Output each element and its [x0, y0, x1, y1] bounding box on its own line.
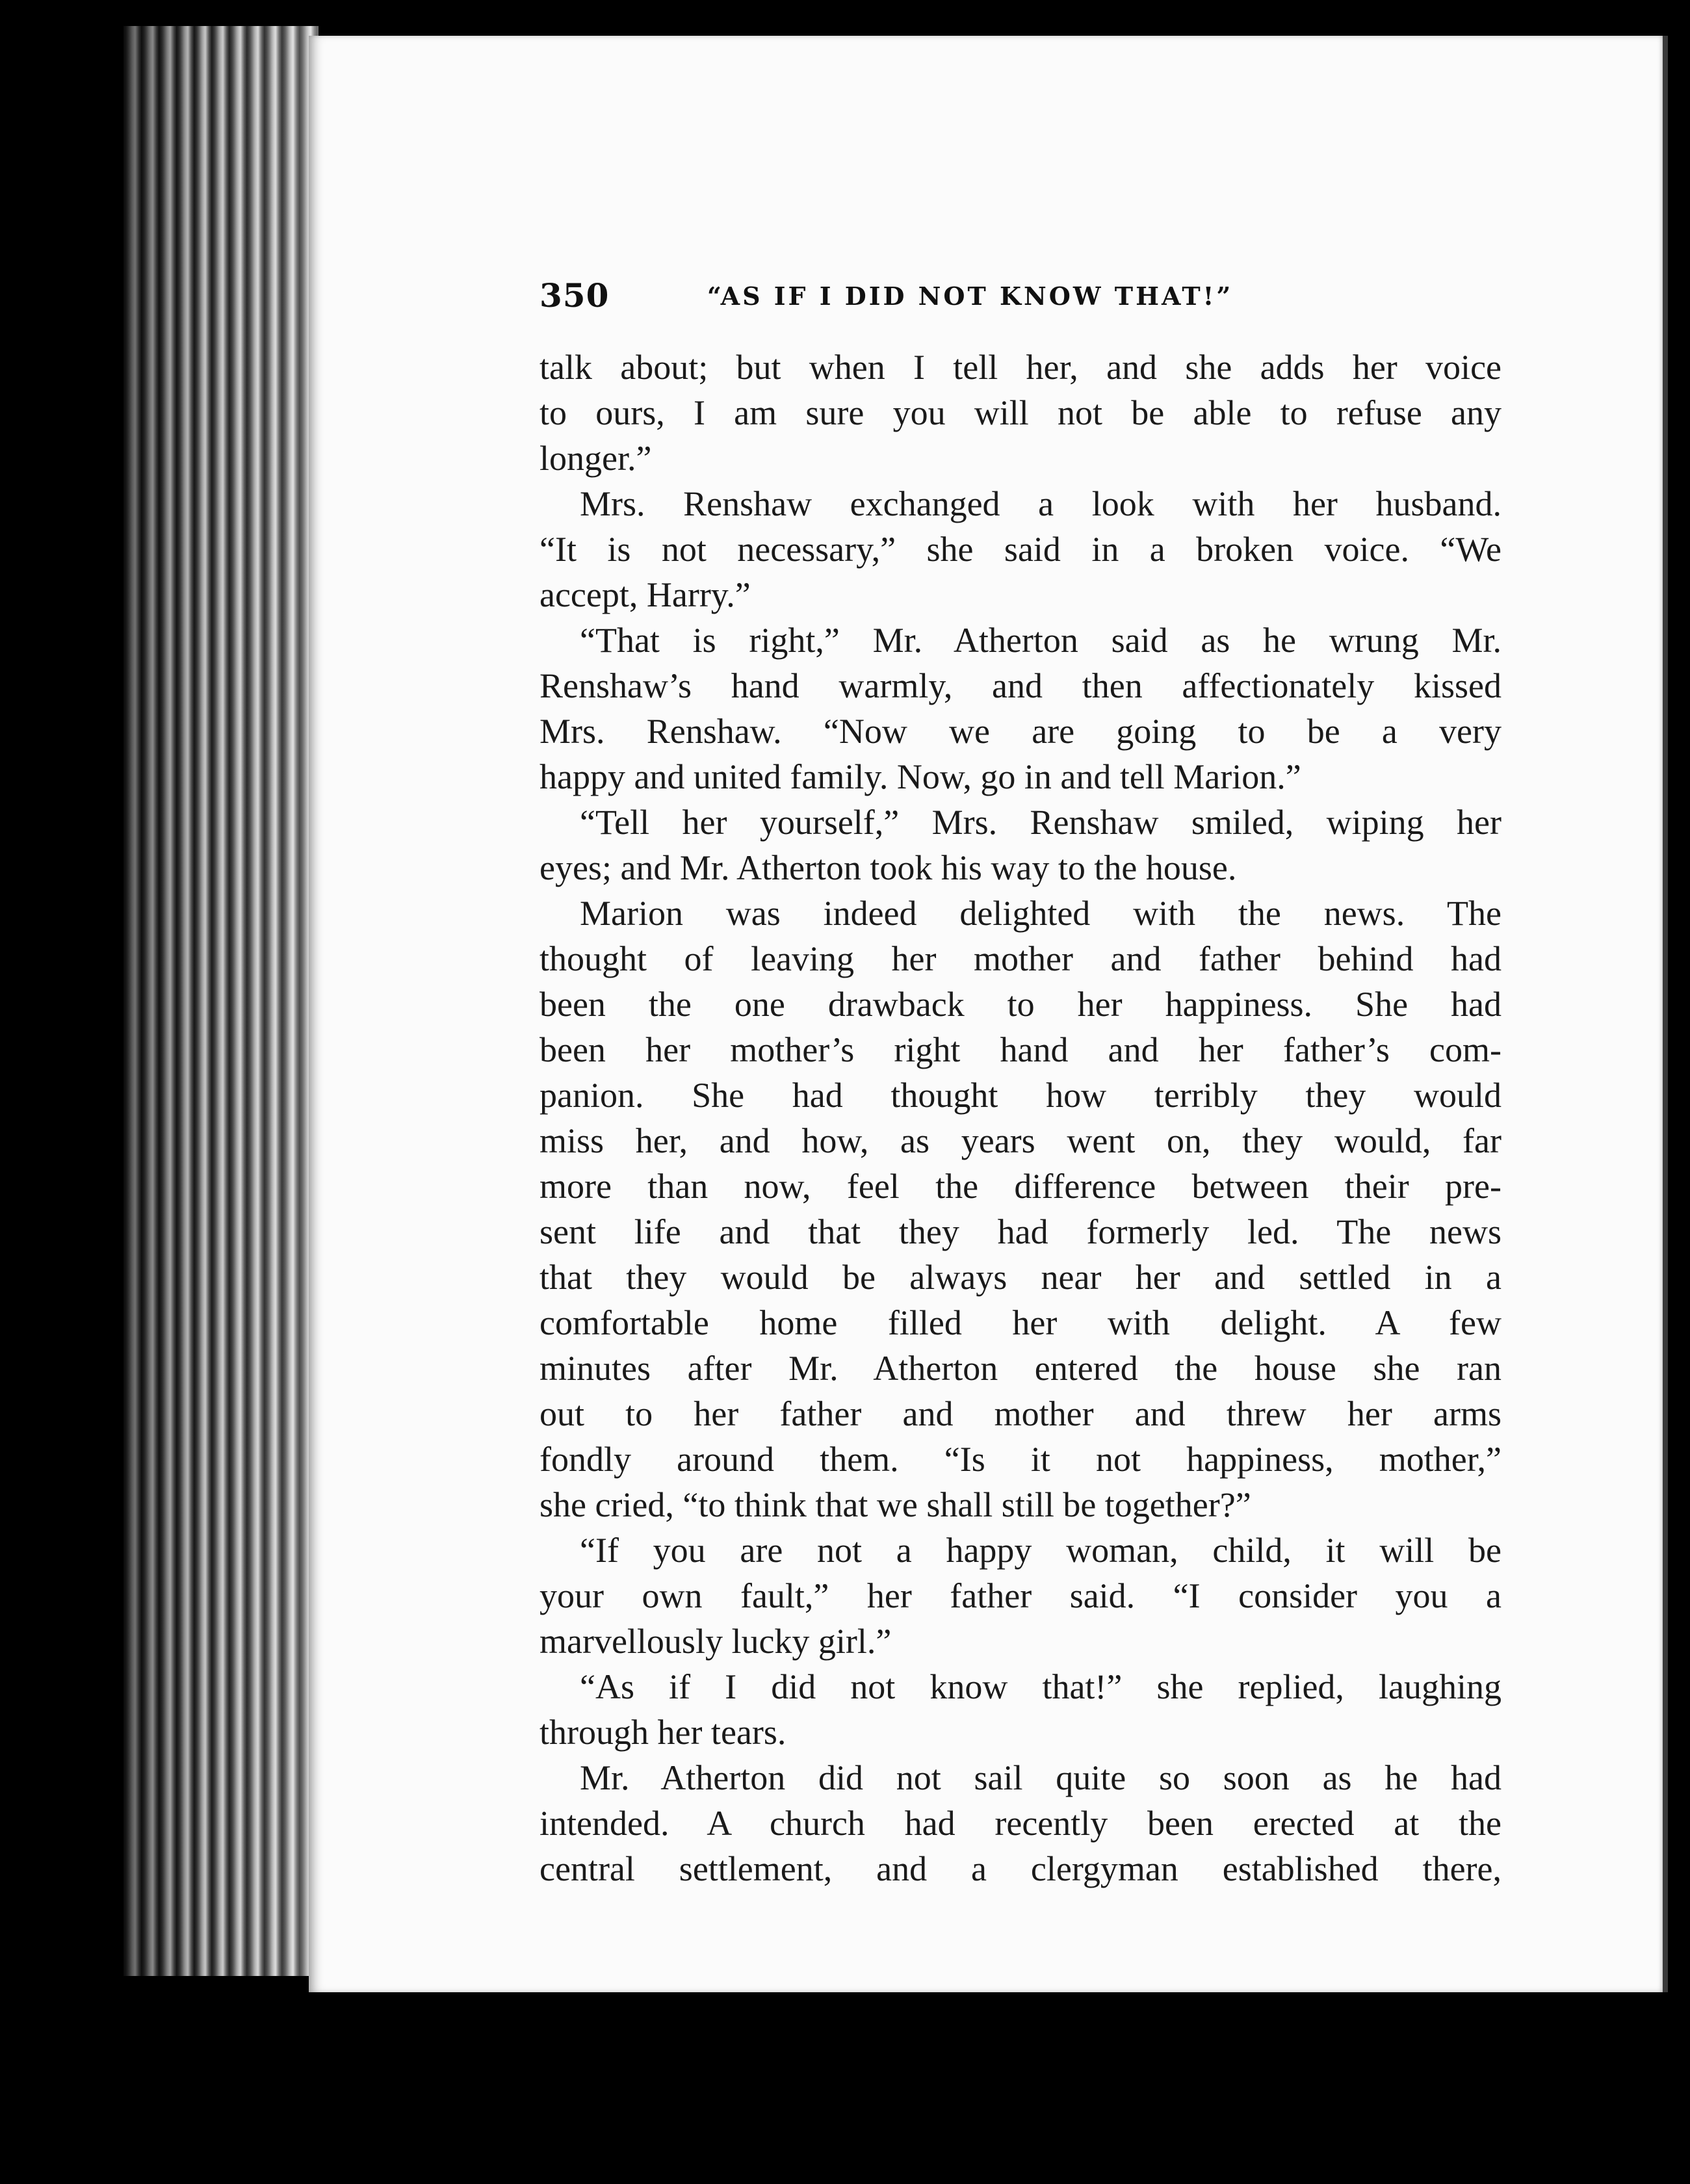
- text-line: comfortable home filled her with delight. A few: [540, 1303, 1502, 1342]
- text-line: marvellously lucky girl.”: [540, 1622, 892, 1661]
- text-line: miss her, and how, as years went on, they would, far: [540, 1121, 1502, 1160]
- text-line: “It is not necessary,” she said in a broken voice. “We: [540, 530, 1502, 569]
- text-line: intended. A church had recently been erected at the: [540, 1804, 1502, 1843]
- text-line: Mrs. Renshaw. “Now we are going to be a very: [540, 712, 1502, 751]
- text-line: minutes after Mr. Atherton entered the house she ran: [540, 1349, 1502, 1388]
- text-line: more than now, feel the difference between their pre-: [540, 1167, 1502, 1206]
- text-line: “That is right,” Mr. Atherton said as he wrung Mr.: [580, 621, 1502, 660]
- text-line: to ours, I am sure you will not be able to refuse any: [540, 393, 1502, 432]
- text-line: fondly around them. “Is it not happiness, mother,”: [540, 1440, 1502, 1479]
- text-line: talk about; but when I tell her, and she adds her voice: [540, 348, 1502, 387]
- book-edge-shading: [124, 26, 318, 1976]
- text-line: central settlement, and a clergyman established there,: [540, 1849, 1502, 1888]
- text-line: been the one drawback to her happiness. She had: [540, 985, 1502, 1024]
- page-right-edge: [1663, 36, 1668, 1992]
- text-line: that they would be always near her and settled in a: [540, 1258, 1502, 1297]
- text-line: “If you are not a happy woman, child, it will be: [580, 1531, 1502, 1570]
- text-line: Mrs. Renshaw exchanged a look with her husband.: [580, 484, 1502, 523]
- text-line: longer.”: [540, 439, 652, 478]
- text-line: “Tell her yourself,” Mrs. Renshaw smiled, wiping her: [580, 803, 1502, 842]
- text-line: accept, Harry.”: [540, 575, 751, 614]
- text-line: sent life and that they had formerly led. The news: [540, 1212, 1502, 1251]
- text-line: “As if I did not know that!” she replied, laughing: [580, 1667, 1502, 1706]
- text-line: eyes; and Mr. Atherton took his way to the house.: [540, 848, 1237, 887]
- body-text: [540, 344, 1502, 1892]
- running-title: “AS IF I DID NOT KNOW THAT!”: [707, 281, 1234, 311]
- text-line: she cried, “to think that we shall still be together?”: [540, 1485, 1251, 1524]
- text-line: panion. She had thought how terribly they would: [540, 1076, 1502, 1115]
- text-line: out to her father and mother and threw her arms: [540, 1394, 1502, 1433]
- text-line: Mr. Atherton did not sail quite so soon as he had: [580, 1758, 1502, 1797]
- text-line: Renshaw’s hand warmly, and then affectionately kissed: [540, 666, 1502, 705]
- page-number: 350: [540, 276, 610, 315]
- text-line: thought of leaving her mother and father behind had: [540, 939, 1502, 978]
- text-line: through her tears.: [540, 1713, 786, 1752]
- text-line: your own fault,” her father said. “I consider you a: [540, 1576, 1502, 1615]
- running-head: [540, 276, 1502, 315]
- text-line: Marion was indeed delighted with the news. The: [580, 894, 1502, 933]
- text-line: happy and united family. Now, go in and tell Marion.”: [540, 757, 1301, 796]
- text-line: been her mother’s right hand and her father’s com-: [540, 1030, 1502, 1069]
